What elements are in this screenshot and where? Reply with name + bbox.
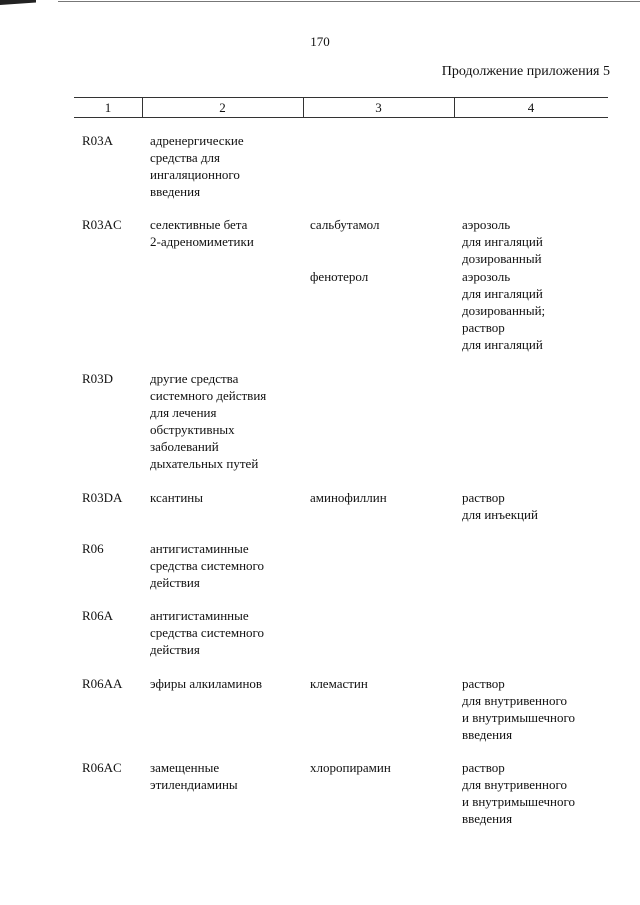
header-col-3: 3	[375, 100, 382, 115]
atc-group-name: антигистаминные средства системного действия	[150, 541, 265, 590]
atc-group-name: другие средства системного действия для лечения обструктивных заболеваний дыхательных путей	[150, 371, 267, 471]
drug-name: сальбутамол	[310, 217, 380, 232]
header-col-4: 4	[527, 100, 535, 115]
atc-group-name: селективные бета 2-адреномиметики	[150, 217, 254, 249]
atc-group-name: ксантины	[150, 490, 203, 505]
atc-group-name: антигистаминные средства системного действия	[150, 608, 265, 657]
atc-group-name: адренергические средства для ингаляционного введения	[150, 133, 244, 199]
scan-artifact	[0, 0, 36, 5]
dosage-form: раствор для внутривенного и внутримышечного введения	[462, 760, 576, 826]
table-header	[74, 97, 608, 118]
continuation-label: Продолжение приложения 5	[441, 64, 610, 79]
atc-code: R03D	[82, 371, 114, 386]
header-col-2: 2	[219, 100, 226, 115]
atc-code: R06A	[82, 608, 114, 623]
drug-name: фенотерол	[310, 269, 369, 284]
dosage-form: аэрозоль для ингаляций дозированный	[462, 217, 543, 266]
atc-group-name: эфиры алкиламинов	[150, 676, 263, 691]
atc-code: R06AC	[82, 760, 122, 775]
top-edge-line	[58, 1, 640, 2]
dosage-form: аэрозоль для ингаляций дозированный; раствор для ингаляций	[462, 269, 546, 352]
dosage-form: раствор для инъекций	[462, 490, 538, 522]
atc-code: R06	[82, 541, 104, 556]
page-number: 170	[310, 34, 330, 49]
drug-name: хлоропирамин	[310, 760, 391, 775]
atc-code: R03DA	[82, 490, 123, 505]
drug-name: клемастин	[310, 676, 368, 691]
header-col-1: 1	[104, 100, 112, 115]
atc-code: R03A	[82, 133, 114, 148]
atc-code: R03AC	[82, 217, 122, 232]
atc-group-name: замещенные этилендиамины	[150, 760, 238, 792]
drug-name: аминофиллин	[310, 490, 387, 505]
dosage-form: раствор для внутривенного и внутримышечного введения	[462, 676, 576, 742]
atc-code: R06AA	[82, 676, 123, 691]
